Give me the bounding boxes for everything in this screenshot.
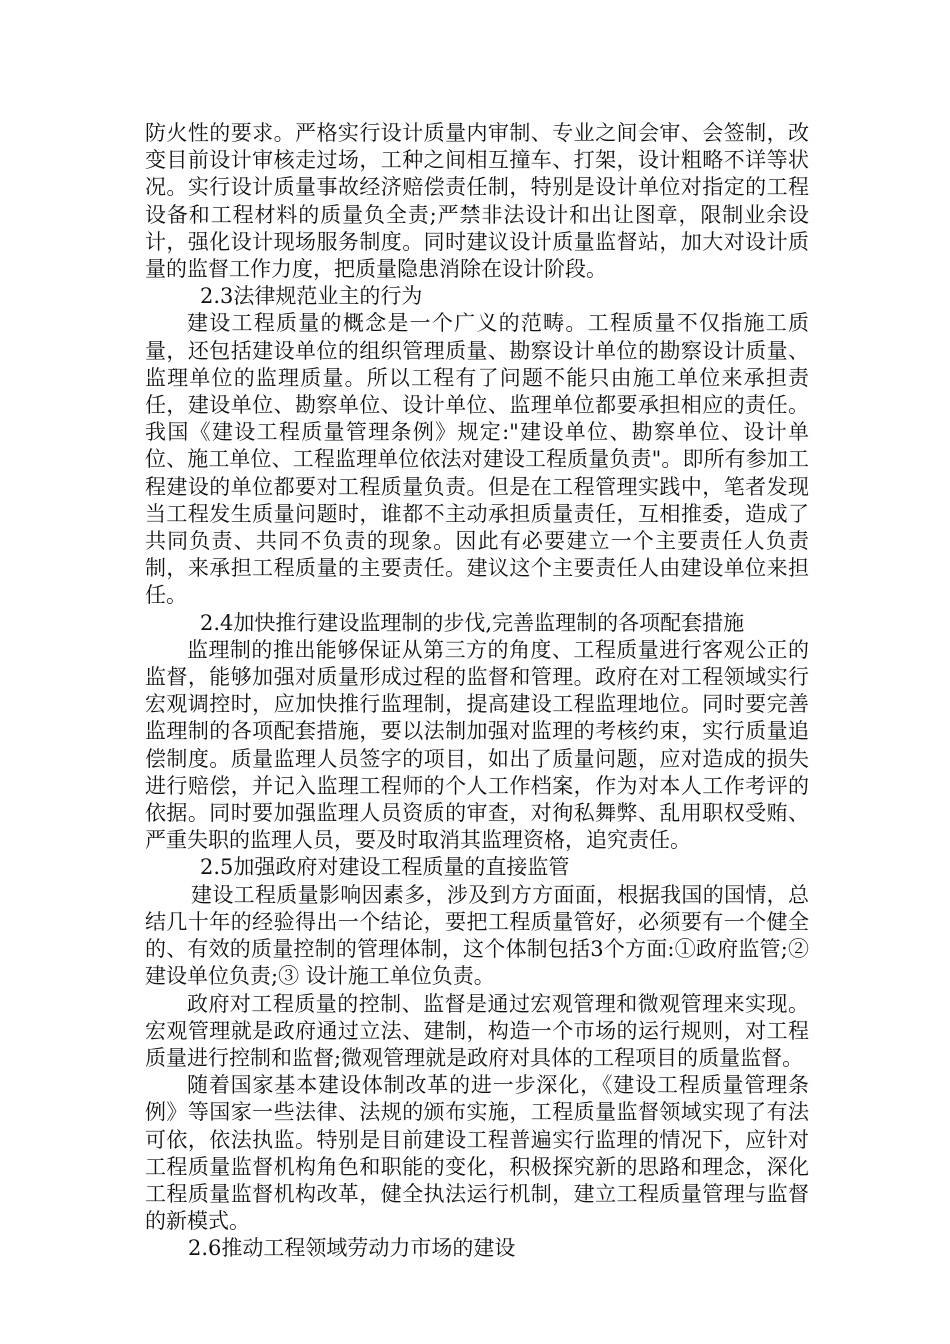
section-heading: 2.4加快推行建设监理制的步伐,完善监理制的各项配套措施 <box>200 610 745 635</box>
body-paragraph: 随着国家基本建设体制改革的进一步深化，《建设工程质量管理条例》等国家一些法律、法规的颁布实施，工程质量监督领域实现了有法可依，依法执监。特别是目前建设工程普遍实行监理的情况下，应针对工程质量监督机构角色和职能的变化，积极探究新的思路和理念，深化工程质量监督机构改革，健全执法运行机制，建立工程质量管理与监督的新模式。 <box>145 1073 809 1234</box>
section-heading: 2.3法律规范业主的行为 <box>200 284 423 309</box>
body-paragraph: 防火性的要求。严格实行设计质量内审制、专业之间会审、会签制，改变目前设计审核走过场，工种之间相互撞车、打架，设计粗略不详等状况。实行设计质量事故经济赔偿责任制，特别是设计单位对指定的工程设备和工程材料的质量负全责;严禁非法设计和出让图章，限制业余设计，强化设计现场服务制度。同时建议设计质量监督站，加大对设计质量的监督工作力度，把质量隐患消除在设计阶段。 <box>145 121 809 282</box>
document-page <box>145 120 809 1263</box>
body-paragraph: 监理制的推出能够保证从第三方的角度、工程质量进行客观公正的监督，能够加强对质量形成过程的监督和管理。政府在对工程领域实行宏观调控时，应加快推行监理制，提高建设工程监理地位。同时要完善监理制的各项配套措施，要以法制加强对监理的考核约束，实行质量追偿制度。质量监理人员签字的项目，如出了质量问题，应对造成的损失进行赔偿，并记入监理工程师的个人工作档案，作为对本人工作考评的依据。同时要加强监理人员资质的审查，对徇私舞弊、乱用职权受贿、严重失职的监理人员，要及时取消其监理资格，追究责任。 <box>145 637 809 853</box>
section-heading: 2.5加强政府对建设工程质量的直接监管 <box>200 855 570 880</box>
body-paragraph: 建设工程质量的概念是一个广义的范畴。工程质量不仅指施工质量，还包括建设单位的组织管理质量、勘察设计单位的勘察设计质量、监理单位的监理质量。所以工程有了问题不能只由施工单位来承担责任，建设单位、勘察单位、设计单位、监理单位都要承担相应的责任。我国《建设工程质量管理条例》规定:"建设单位、勘察单位、设计单位、施工单位、工程监理单位依法对建设工程质量负责"。即所有参加工程建设的单位都要对工程质量负责。但是在工程管理实践中，笔者发现当工程发生质量问题时，谁都不主动承担质量责任，互相推委，造成了共同负责、共同不负责的现象。因此有必要建立一个主要责任人负责制，来承担工程质量的主要责任。建议这个主要责任人由建设单位来担任。 <box>145 311 809 608</box>
body-paragraph: 建设工程质量影响因素多，涉及到方方面面，根据我国的国情，总结几十年的经验得出一个结论，要把工程质量管好，必须要有一个健全的、有效的质量控制的管理体制，这个体制包括3个方面:①政府监管;② 建设单位负责;③ 设计施工单位负责。 <box>145 882 809 989</box>
body-paragraph: 政府对工程质量的控制、监督是通过宏观管理和微观管理来实现。宏观管理就是政府通过立法、建制，构造一个市场的运行规则，对工程质量进行控制和监督;微观管理就是政府对具体的工程项目的质量监督。 <box>145 991 809 1070</box>
section-heading: 2.6推动工程领域劳动力市场的建设 <box>188 1236 516 1261</box>
